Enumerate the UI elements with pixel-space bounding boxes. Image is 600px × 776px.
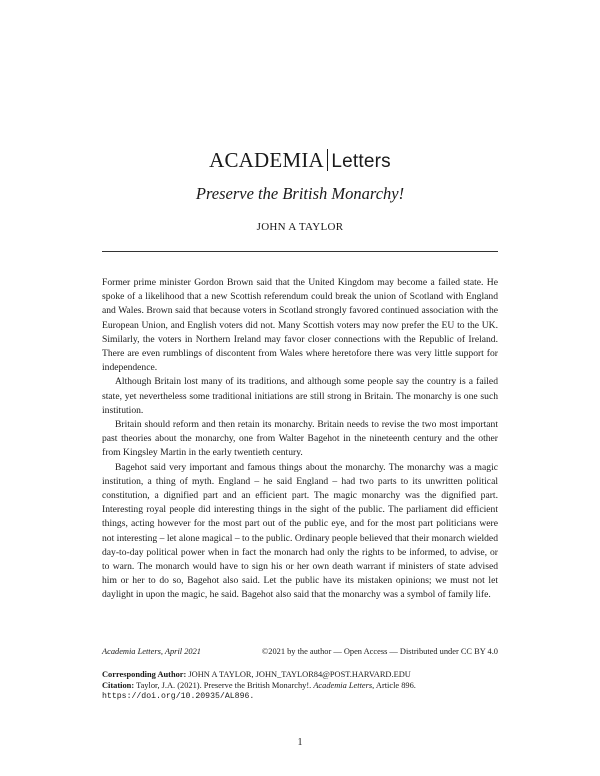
journal-masthead [0,148,600,173]
body-paragraph: Although Britain lost many of its traditions, and although some people say the country is a failed state, yet nevertheless some traditional initiations are still strong in Britain. The monarchy is one such institution. [102,376,498,416]
page-footer [102,647,498,656]
masthead-divider [327,149,329,171]
journal-brand: ACADEMIA [209,148,324,172]
body-paragraph: Former prime minister Gordon Brown said that the United Kingdom may become a failed state. He spoke of a likelihood that a new Scottish referendum could break the union of Scotland with England and Wales. Brown said that because voters in Scotland strongly favored continued association with the European Union, and English voters did not. Many Scottish voters may now prefer the EU to the UK. Similarly, the voters in Northern Ireland may favor closer connections with the Republic of Ireland. There are even rumblings of discontent from Wales where heretofore there was very little support for independence. [102,277,498,374]
citation-journal: Academia Letters [313,681,373,691]
article-author: JOHN A TAYLOR [256,221,344,233]
doi-link[interactable]: https://doi.org/10.20935/AL896. [102,692,255,702]
citation-article: , Article 896. [372,681,416,691]
page-number: 1 [297,737,303,748]
corresponding-author [102,669,498,680]
journal-series: Letters [331,151,391,172]
body-paragraph: Britain should reform and then retain its monarchy. Britain needs to revise the two most important past theories about the monarchy, one from Walter Bagehot in the nineteenth century and the other from Kingsley Martin in the early twentieth century. [102,419,498,459]
corresponding-label: Corresponding Author: [102,670,187,679]
article-body [102,276,498,603]
citation-block [102,669,498,703]
citation-line [102,680,498,691]
footer-date: Academia Letters, April 2021 [102,647,201,656]
body-paragraph: Bagehot said very important and famous things about the monarchy. The monarchy was a magic institution, a thing of myth. England – he said England – had two parts to its unwritten political constitution, a dignified part and an efficient part. The magic monarchy was the dignified part. Interesting royal people did interesting things in the sight of the public. The parliament did efficient things, acting however for the most part out of the public eye, and for the most part politicians were not interesting – let alone magical – to the public. Ordinary people believed that their monarch wielded day-to-day political power when in fact the monarch had only the rights to be informed, to advise, or to warn. The monarch would have to sign his or her own death warrant if ministers of state advised him or her to do so, Bagehot also said. Let the public have its mistaken opinions; we must not let daylight in upon the magic, he said. Bagehot also said that the monarchy was a symbol of family life. [102,461,498,601]
header-rule [102,251,498,252]
corresponding-value: JOHN A TAYLOR, JOHN_TAYLOR84@POST.HARVARD.EDU [188,670,411,679]
article-title: Preserve the British Monarchy! [195,184,405,203]
citation-label: Citation: [102,681,135,691]
footer-license: ©2021 by the author — Open Access — Distributed under CC BY 4.0 [261,647,498,656]
citation-text: Taylor, J.A. (2021). Preserve the British Monarchy!. [136,681,312,691]
